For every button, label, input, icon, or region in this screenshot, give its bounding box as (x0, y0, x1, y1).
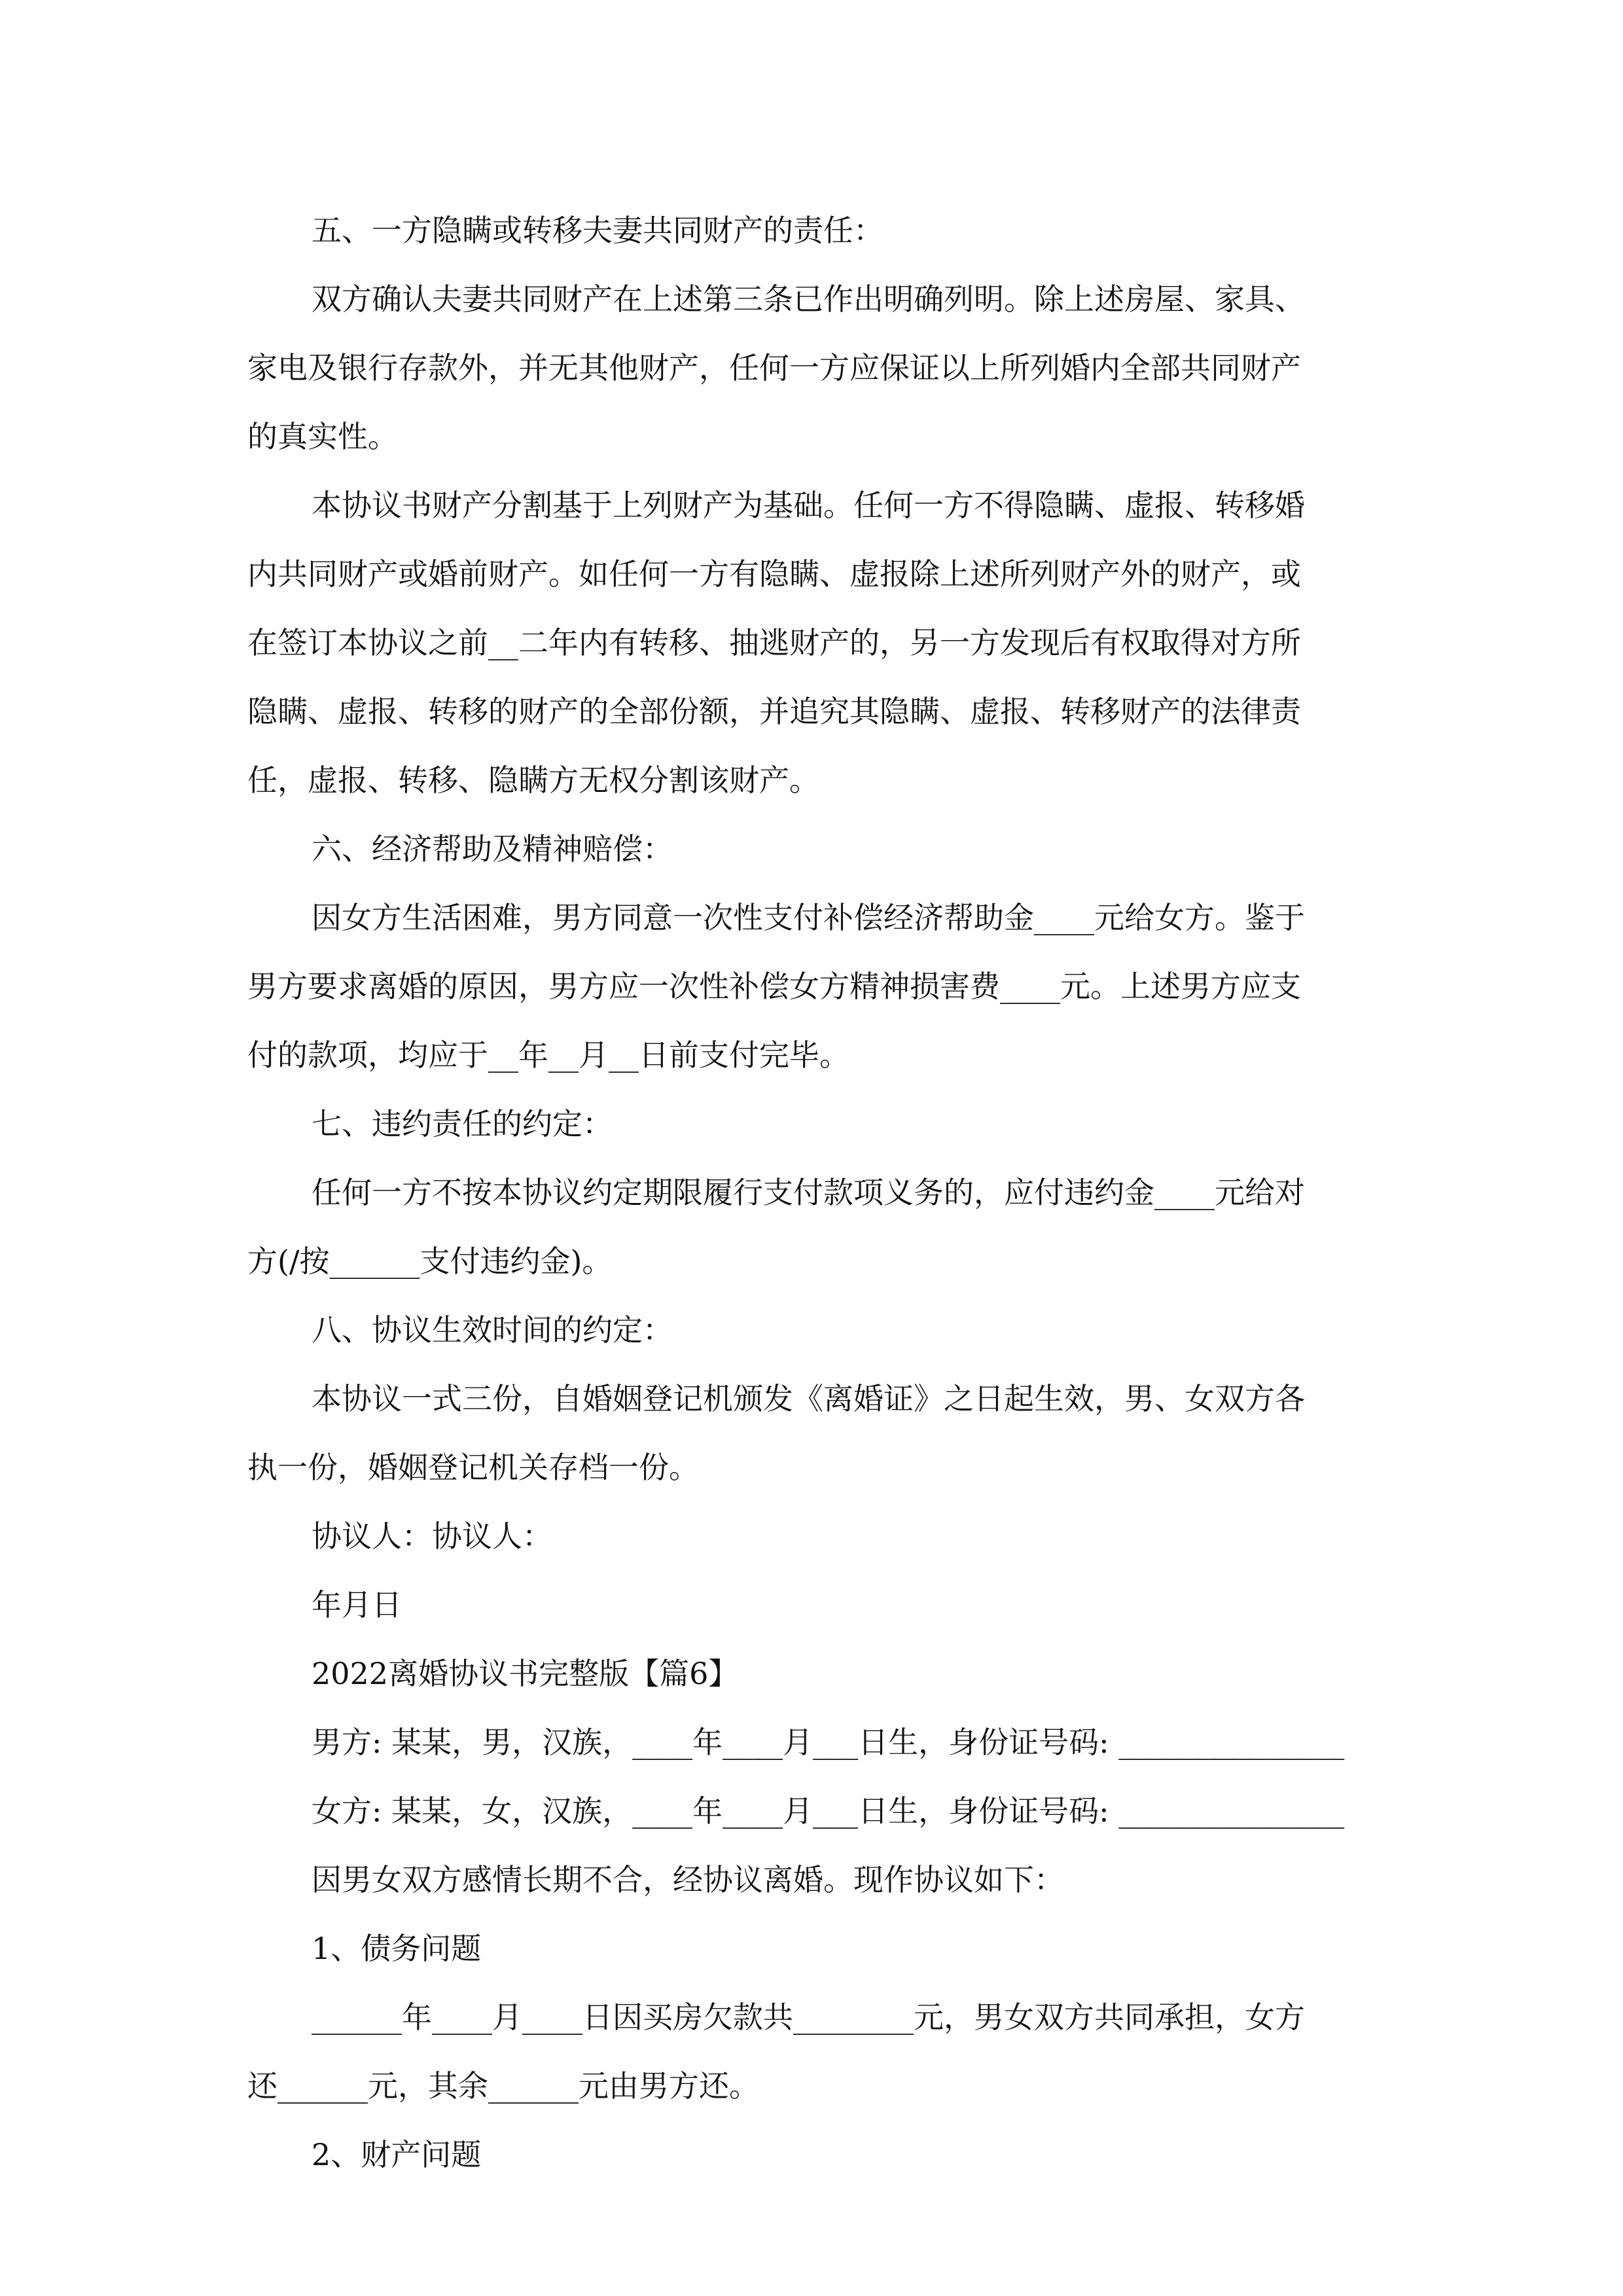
paragraph-line: 执一份，婚姻登记机关存档一份。 (247, 1450, 699, 1485)
section-heading-five: 五、一方隐瞒或转移夫妻共同财产的责任： (312, 213, 883, 248)
date-line: 年月日 (312, 1587, 402, 1623)
paragraph-line: 任何一方不按本协议约定期限履行支付款项义务的，应付违约金____元给对 (312, 1175, 1305, 1210)
paragraph-line: 付的款项，均应于__年__月__日前支付完毕。 (247, 1037, 849, 1073)
paragraph-line: 还______元，其余______元由男方还。 (247, 2068, 759, 2104)
paragraph-line: 因女方生活困难，男方同意一次性支付补偿经济帮助金____元给女方。鉴于 (312, 900, 1305, 935)
paragraph-line: 男方要求离婚的原因，男方应一次性补偿女方精神损害费____元。上述男方应支 (247, 969, 1301, 1004)
section-heading-eight: 八、协议生效时间的约定： (312, 1312, 673, 1348)
document-title: 2022离婚协议书完整版【篇6】 (312, 1656, 739, 1691)
paragraph-line: 本协议一式三份，自婚姻登记机颁发《离婚证》之日起生效，男、女双方各 (312, 1381, 1305, 1416)
paragraph-line: 本协议书财产分割基于上列财产为基础。任何一方不得隐瞒、虚报、转移婚 (312, 488, 1305, 523)
paragraph-line: 因男女双方感情长期不合，经协议离婚。现作协议如下： (312, 1862, 1064, 1897)
paragraph-line: 内共同财产或婚前财产。如任何一方有隐瞒、虚报除上述所列财产外的财产，或 (247, 556, 1301, 592)
section-heading-six: 六、经济帮助及精神赔偿： (312, 831, 673, 867)
paragraph-line: 家电及银行存款外，并无其他财产，任何一方应保证以上所列婚内全部共同财产 (247, 350, 1301, 386)
section-heading-debt: 1、债务问题 (312, 1931, 482, 1966)
paragraph-line: 任，虚报、转移、隐瞒方无权分割该财产。 (247, 762, 819, 798)
signature-line: 协议人：协议人： (312, 1518, 552, 1554)
paragraph-line: 在签订本协议之前__二年内有转移、抽逃财产的，另一方发现后有权取得对方所 (247, 625, 1301, 660)
paragraph-line: 双方确认夫妻共同财产在上述第三条已作出明确列明。除上述房屋、家具、 (312, 281, 1305, 317)
document-page (247, 196, 1389, 2189)
party-female-line: 女方: 某某，女，汉族，____年____月___日生，身份证号码: _______________ (312, 1793, 1345, 1829)
paragraph-line: 的真实性。 (247, 419, 398, 454)
paragraph-line: ______年____月____日因买房欠款共________元，男女双方共同承担，女方 (312, 2000, 1305, 2035)
paragraph-line: 隐瞒、虚报、转移的财产的全部份额，并追究其隐瞒、虚报、转移财产的法律责 (247, 694, 1301, 729)
party-male-line: 男方: 某某，男，汉族，____年____月___日生，身份证号码: _______________ (312, 1725, 1345, 1760)
section-heading-property: 2、财产问题 (312, 2137, 482, 2172)
section-heading-seven: 七、违约责任的约定： (312, 1106, 613, 1141)
paragraph-line: 方(/按______支付违约金)。 (247, 1244, 613, 1279)
